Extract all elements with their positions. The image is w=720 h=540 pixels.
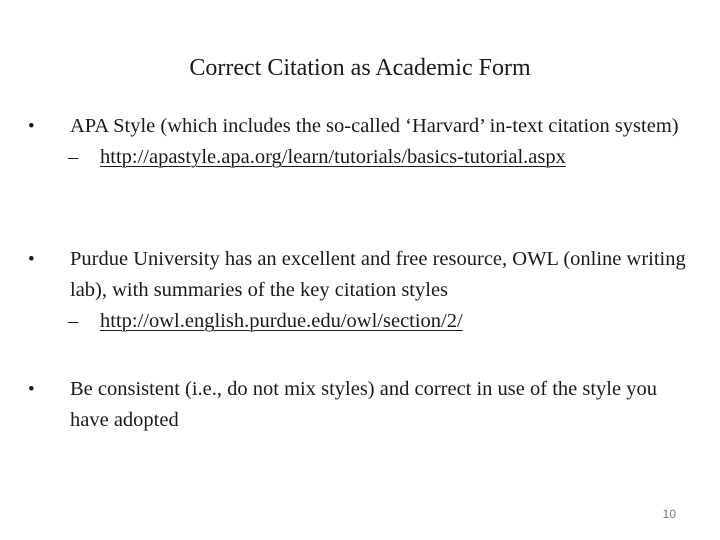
apa-style-link[interactable]: http://apastyle.apa.org/learn/tutorials/basics-tutorial.aspx (100, 146, 566, 168)
bullet-text: Purdue University has an excellent and free resource, OWL (online writing lab), with summaries of the key citation styles (70, 248, 686, 301)
purdue-owl-link[interactable]: http://owl.english.purdue.edu/owl/section/2/ (100, 310, 463, 332)
sub-bullet-row (28, 306, 698, 337)
bullet-item (28, 111, 698, 173)
bullet-text: APA Style (which includes the so-called ‘Harvard’ in-text citation system) (70, 115, 679, 137)
bullet-item (28, 374, 698, 436)
bullet-row (28, 111, 698, 142)
sub-bullet-row (28, 142, 698, 173)
bullet-row (28, 374, 698, 436)
page-number: 10 (662, 507, 676, 521)
bullet-text: Be consistent (i.e., do not mix styles) and correct in use of the style you have adopted (70, 378, 657, 431)
slide-title: Correct Citation as Academic Form (189, 55, 531, 81)
bullet-icon: • (28, 379, 35, 400)
bullet-item (28, 244, 698, 337)
dash-icon: – (68, 146, 79, 168)
bullet-row (28, 244, 698, 306)
bullet-icon: • (28, 249, 35, 270)
bullet-icon: • (28, 116, 35, 137)
dash-icon: – (68, 310, 79, 332)
